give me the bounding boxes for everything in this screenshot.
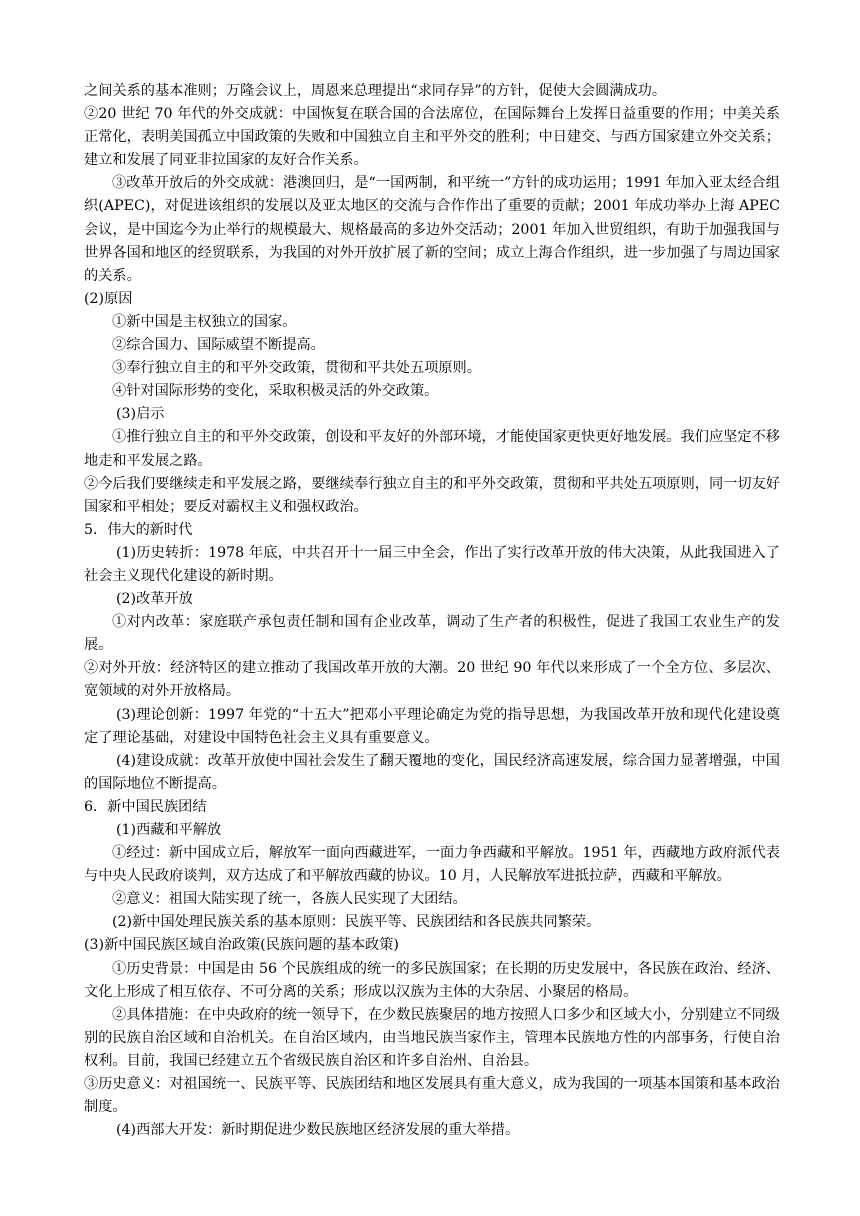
paragraph-1970s-diplomacy: ②20 世纪 70 年代的外交成就：中国恢复在联合国的合法席位，在国际舞台上发挥日益重要的作用；中美关系正常化，表明美国孤立中国政策的失败和中国独立自主和平外交的胜利；中日建交、与西方国家建立外交关系；建立和发展了同亚非拉国家的友好合作关系。 xyxy=(84,106,780,169)
list-item-tibet-process: ①经过：新中国成立后，解放军一面向西藏进军，一面力争西藏和平解放。1951 年，西藏地方政府派代表与中央人民政府谈判，双方达成了和平解放西藏的协议。10 月，人民解放军进抵拉萨，西藏和平解放。 xyxy=(84,845,780,885)
paragraph-bandung-principle: 之间关系的基本准则；万隆会议上，周恩来总理提出“求同存异”的方针，促使大会圆满成功。 xyxy=(84,83,667,99)
subheading-reform-opening: (2)改革开放 xyxy=(116,591,193,608)
subheading-regional-autonomy: (3)新中国民族区域自治政策(民族问题的基本政策) xyxy=(84,937,399,954)
section-heading-ethnic-unity: 6．新中国民族团结 xyxy=(84,798,207,815)
list-item-reason-2: ②综合国力、国际威望不断提高。 xyxy=(112,337,325,354)
list-item-autonomy-significance: ③历史意义：对祖国统一、民族平等、民族团结和地区发展具有重大意义，成为我国的一项基本国策和基本政治制度。 xyxy=(84,1076,780,1116)
paragraph-reform-era-diplomacy: ③改革开放后的外交成就：港澳回归，是“一国两制，和平统一”方针的成功运用；1991 年加入亚太经合组织(APEC)，对促进该组织的发展以及亚太地区的交流与合作作出了重要的贡献；2001 年成功举办上海 APEC 会议，是中国迄今为止举行的规模最大、规格最高的多边外交活动；2001 年加入世贸组织，有助于加强我国与世界各国和地区的经贸联系，为我国的对外开放扩展了新的空间；成立上海合作组织，进一步加强了与周边国家的关系。 xyxy=(84,175,780,284)
list-item-domestic-reform: ①对内改革：家庭联产承包责任制和国有企业改革，调动了生产者的积极性，促进了我国工农业生产的发展。 xyxy=(84,614,780,654)
document-body xyxy=(84,80,780,1142)
paragraph-construction-achievements: (4)建设成就：改革开放使中国社会发生了翻天覆地的变化，国民经济高速发展，综合国力显著增强，中国的国际地位不断提高。 xyxy=(84,752,780,792)
list-item-lesson-2: ②今后我们要继续走和平发展之路，要继续奉行独立自主的和平外交政策，贯彻和平共处五项原则，同一切友好国家和平相处；要反对霸权主义和强权政治。 xyxy=(84,475,780,515)
paragraph-theory-innovation: (3)理论创新：1997 年党的“十五大”把邓小平理论确定为党的指导思想，为我国改革开放和现代化建设奠定了理论基础，对建设中国特色社会主义具有重要意义。 xyxy=(84,706,780,746)
paragraph-western-development: (4)西部大开发：新时期促进少数民族地区经济发展的重大举措。 xyxy=(116,1122,520,1139)
paragraph-ethnic-principles: (2)新中国处理民族关系的基本原则：民族平等、民族团结和各民族共同繁荣。 xyxy=(112,914,601,931)
list-item-tibet-significance: ②意义：祖国大陆实现了统一，各族人民实现了大团结。 xyxy=(112,891,467,908)
subheading-lessons: (3)启示 xyxy=(116,406,165,423)
section-heading-new-era: 5．伟大的新时代 xyxy=(84,521,193,538)
list-item-reason-3: ③奉行独立自主的和平外交政策，贯彻和平共处五项原则。 xyxy=(112,360,481,377)
list-item-autonomy-measures: ②具体措施：在中央政府的统一领导下，在少数民族聚居的地方按照人口多少和区域大小，分别建立不同级别的民族自治区域和自治机关。在自治区域内，由当地民族当家作主，管理本民族地方性的内部事务，行使自治权利。目前，我国已经建立五个省级民族自治区和许多自治州、自治县。 xyxy=(84,1006,780,1069)
paragraph-historic-turn: (1)历史转折：1978 年底，中共召开十一届三中全会，作出了实行改革开放的伟大决策，从此我国进入了社会主义现代化建设的新时期。 xyxy=(84,544,780,584)
subheading-tibet-liberation: (1)西藏和平解放 xyxy=(116,822,222,838)
list-item-opening-up: ②对外开放：经济特区的建立推动了我国改革开放的大潮。20 世纪 90 年代以来形成了一个全方位、多层次、宽领域的对外开放格局。 xyxy=(84,660,780,700)
subheading-reasons: (2)原因 xyxy=(84,290,133,307)
list-item-reason-4: ④针对国际形势的变化，采取积极灵活的外交政策。 xyxy=(112,383,439,400)
list-item-lesson-1: ①推行独立自主的和平外交政策，创设和平友好的外部环境，才能使国家更快更好地发展。我们应坚定不移地走和平发展之路。 xyxy=(84,429,780,469)
list-item-autonomy-background: ①历史背景：中国是由 56 个民族组成的统一的多民族国家；在长期的历史发展中，各民族在政治、经济、文化上形成了相互依存、不可分离的关系；形成以汉族为主体的大杂居、小聚居的格局。 xyxy=(84,960,780,1000)
list-item-reason-1: ①新中国是主权独立的国家。 xyxy=(112,313,297,330)
